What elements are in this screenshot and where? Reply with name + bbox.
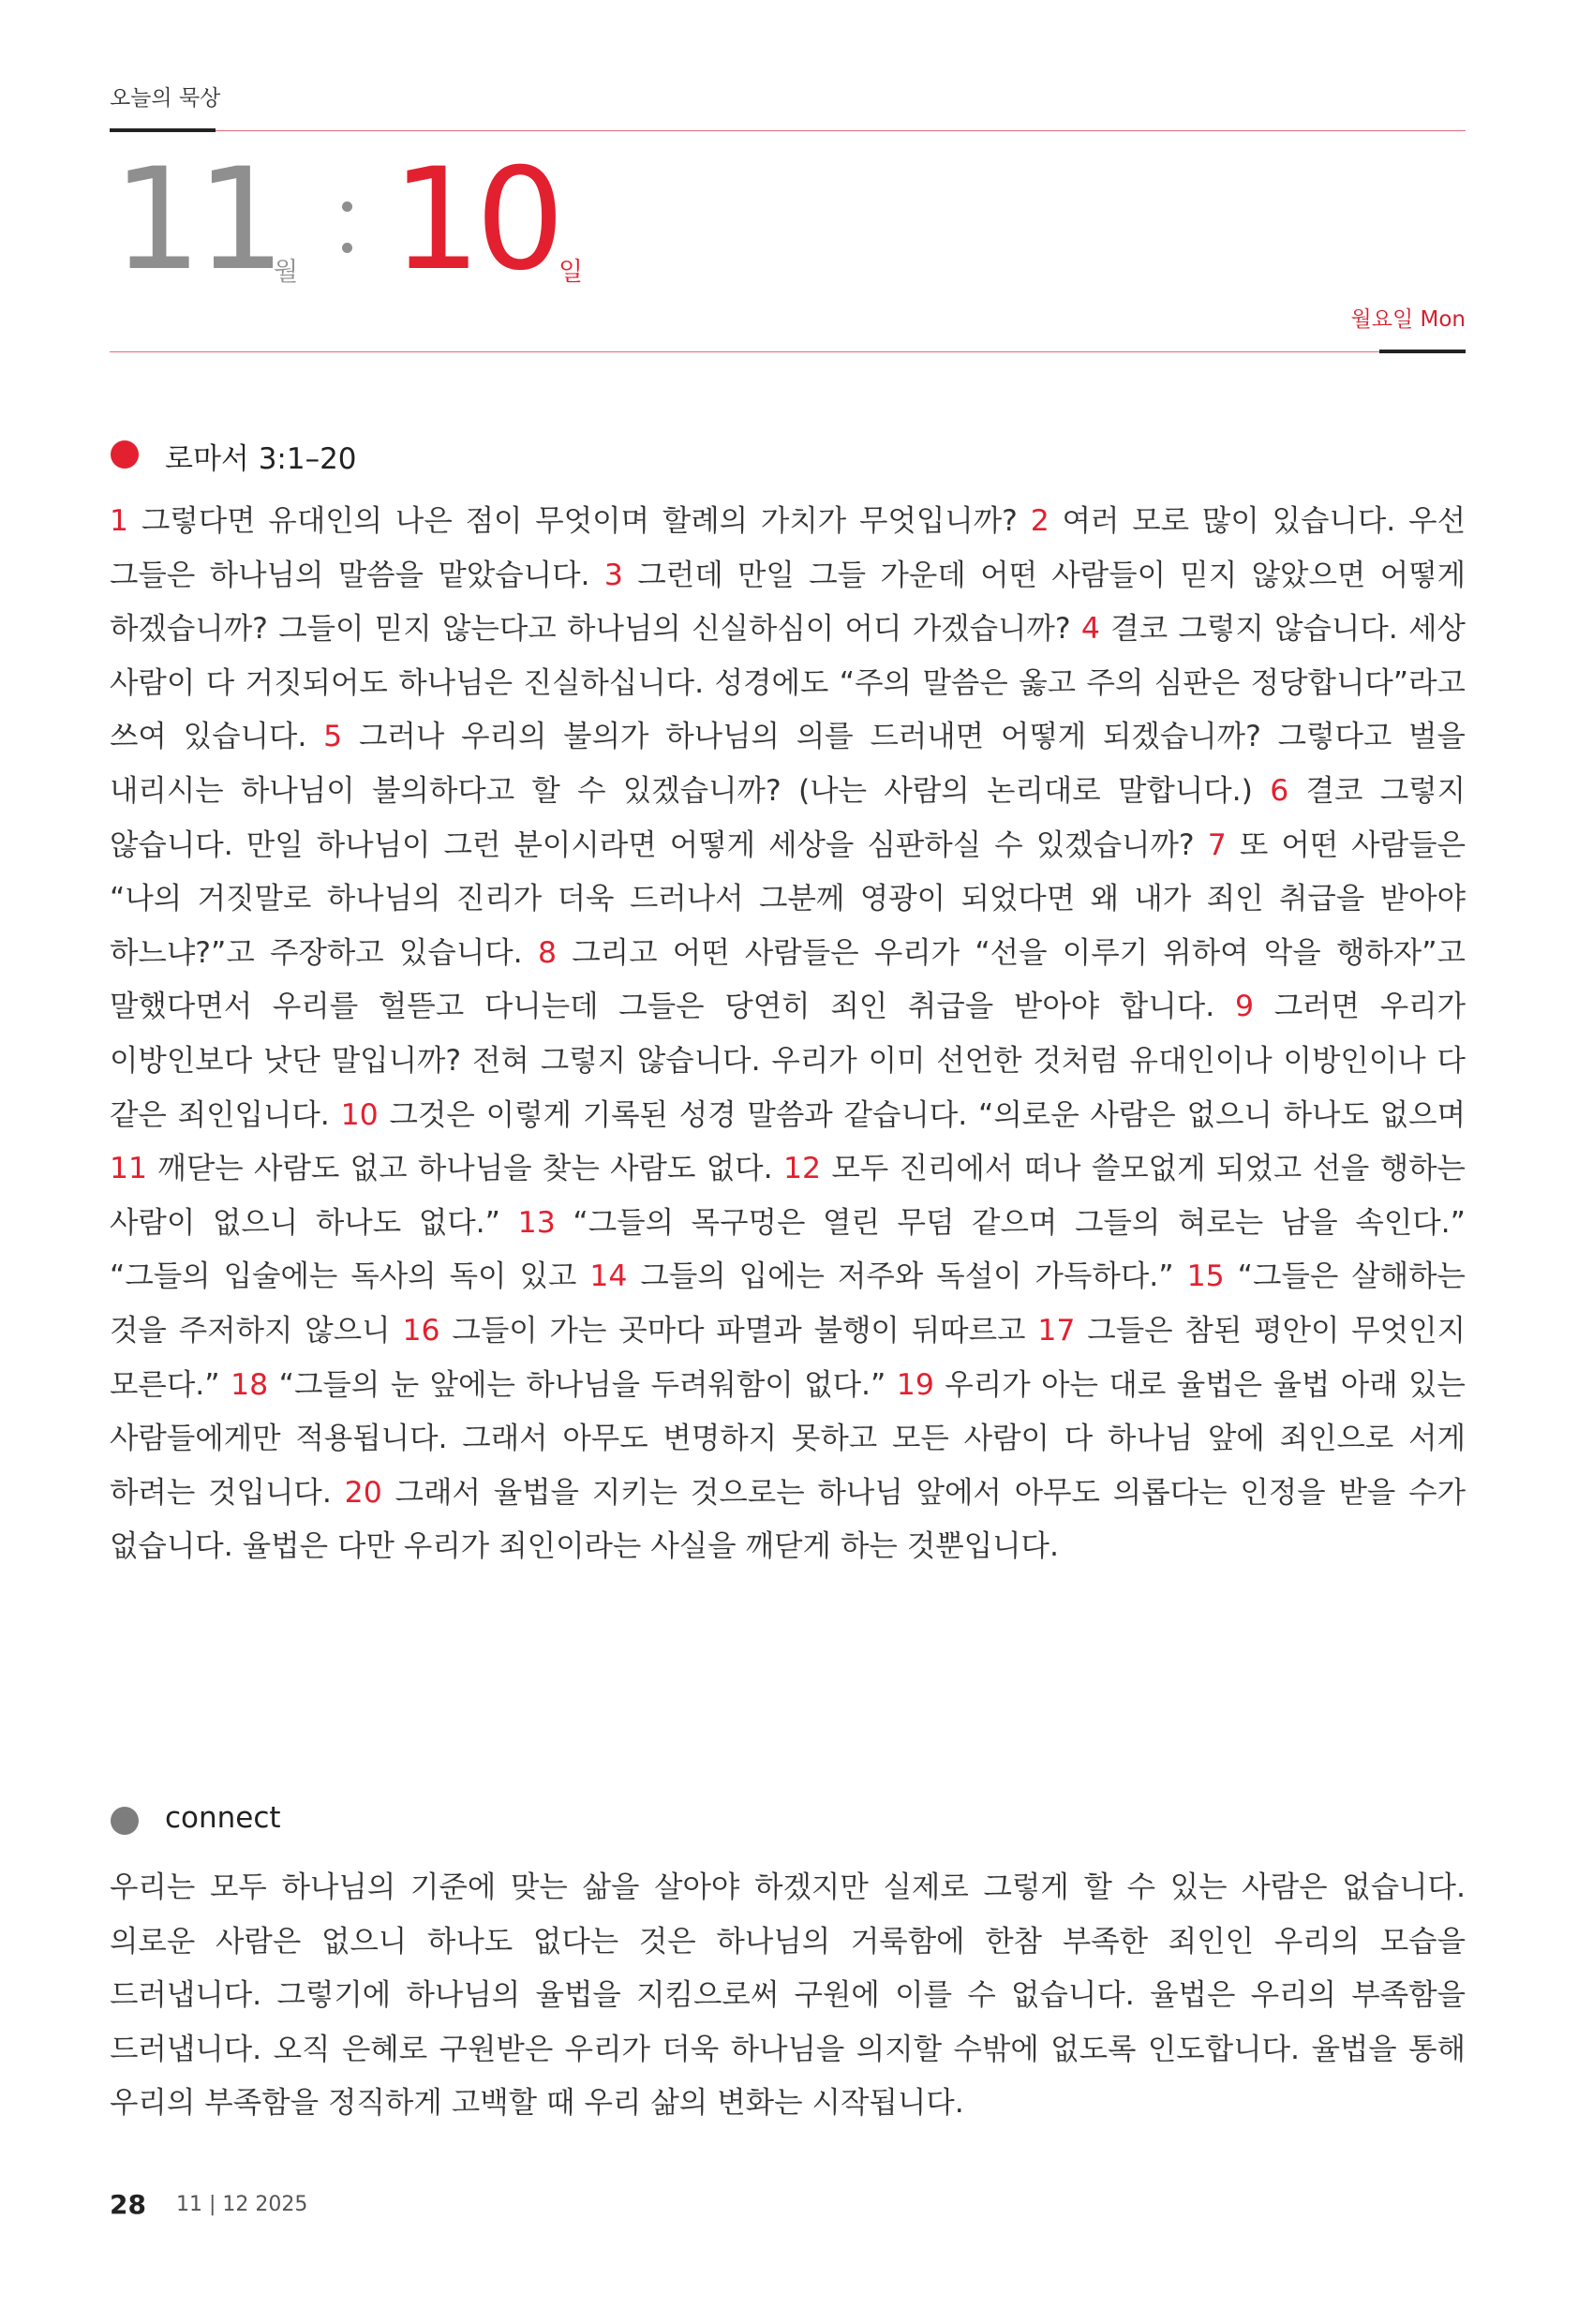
verse-text: “그들의 목구멍은 열린 무덤 같으며 그들의 혀로는 남을 속인다.” “그들의 입술에는 독사의 독이 있고 (110, 1205, 1466, 1294)
section-label: 오늘의 묵상 (110, 86, 221, 111)
verse-text: 그런데 만일 그들 가운데 어떤 사람들이 믿지 않았으면 어떻게 하겠습니까? 그들이 믿지 않는다고 하나님의 신실하심이 어디 가겠습니까? (110, 558, 1466, 647)
verse-text: “그들의 눈 앞에는 하나님을 두려워함이 없다.” (268, 1367, 897, 1402)
header-rule-bottom (110, 351, 1379, 352)
passage-bullet-icon (111, 440, 139, 469)
verse-text: 그래서 율법을 지키는 것으로는 하나님 앞에서 아무도 의롭다는 인정을 받을 수가 없습니다. 율법은 다만 우리가 죄인이라는 사실을 깨닫게 하는 것뿐입니다. (110, 1475, 1466, 1564)
verse-number: 19 (896, 1367, 934, 1402)
verse-number: 15 (1186, 1259, 1225, 1294)
verse-number: 3 (603, 558, 623, 592)
connect-heading: connect (165, 1801, 281, 1835)
verse-text: 그리고 어떤 사람들은 우리가 “선을 이루기 위하여 악을 행하자”고 말했다면서 우리를 헐뜯고 다니는데 그들은 당연히 죄인 취급을 받아야 합니다. (110, 935, 1466, 1024)
verse-text: 또 어떤 사람들은 “나의 거짓말로 하나님의 진리가 더욱 드러나서 그분께 영광이 되었다면 왜 내가 죄인 취급을 받아야 하느냐?”고 주장하고 있습니다. (110, 827, 1466, 970)
verse-number: 20 (344, 1475, 382, 1510)
verse-number: 14 (589, 1259, 628, 1294)
verse-text: 그것은 이렇게 기록된 성경 말씀과 같습니다. “의로운 사람은 없으니 하나도 없으며 (378, 1097, 1466, 1132)
verse-text: 그러나 우리의 불의가 하나님의 의를 드러내면 어떻게 되겠습니까? 그렇다고 벌을 내리시는 하나님이 불의하다고 할 수 있겠습니까? (나는 사람의 논리대로 말합니다.) (110, 720, 1466, 808)
verse-number: 12 (782, 1152, 822, 1186)
verse-number: 11 (110, 1152, 148, 1186)
verse-number: 7 (1207, 827, 1227, 862)
verse-number: 6 (1270, 773, 1289, 808)
page-number: 28 (110, 2189, 146, 2220)
date-separator-dot-bottom (342, 243, 352, 253)
scripture-text (110, 495, 1466, 1574)
issue-date: 11 | 12 2025 (176, 2193, 308, 2216)
verse-text: 모두 진리에서 떠나 쓸모없게 되었고 선을 행하는 사람이 없으니 하나도 없다.” (110, 1152, 1466, 1240)
month-unit: 월 (274, 258, 299, 287)
connect-bullet-icon (111, 1807, 139, 1835)
verse-text: 그렇다면 유대인의 나은 점이 무엇이며 할례의 가치가 무엇입니까? (128, 504, 1031, 538)
verse-text: 그들이 가는 곳마다 파멸과 불행이 뒤따르고 (439, 1313, 1038, 1348)
verse-number: 8 (537, 935, 557, 970)
section-label-underline (110, 128, 216, 132)
weekday-label: 월요일 Mon (1350, 307, 1466, 332)
verse-number: 16 (402, 1313, 440, 1348)
connect-body: 우리는 모두 하나님의 기준에 맞는 삶을 살아야 하겠지만 실제로 그렇게 할 수 있는 사람은 없습니다. 의로운 사람은 없으니 하나도 없다는 것은 하나님의 거룩함에 한참 부족한 죄인인 우리의 모습을 드러냅니다. 그렇기에 하나님의 율법을 지킴으로써 구원에 이를 수 없습니다. 율법은 우리의 부족함을 드러냅니다. 오직 은혜로 구원받은 우리가 더욱 하나님을 의지할 수밖에 없도록 인도합니다. 율법을 통해 우리의 부족함을 정직하게 고백할 때 우리 삶의 변화는 시작됩니다. (110, 1870, 1466, 2121)
verse-text: 우리가 아는 대로 율법은 율법 아래 있는 사람들에게만 적용됩니다. 그래서 아무도 변명하지 못하고 모든 사람이 다 하나님 앞에 죄인으로 서게 하려는 것입니다. (110, 1367, 1466, 1510)
verse-text: 그들은 참된 평안이 무엇인지 모른다.” (110, 1313, 1466, 1402)
verse-number: 4 (1080, 612, 1100, 647)
day-unit: 일 (558, 258, 584, 287)
verse-number: 9 (1234, 990, 1254, 1024)
verse-text: 그들의 입에는 저주와 독설이 가득하다.” (627, 1259, 1187, 1294)
weekday-underline (1379, 350, 1466, 353)
day-number: 10 (392, 139, 559, 302)
verse-text: 결코 그렇지 않습니다. 만일 하나님이 그런 분이시라면 어떻게 세상을 심판하실 수 있겠습니까? (110, 773, 1466, 862)
date-separator-dot-top (342, 201, 352, 212)
header-rule-top (216, 130, 1466, 131)
verse-text: 깨닫는 사람도 없고 하나님을 찾는 사람도 없다. (147, 1152, 783, 1186)
month-number: 11 (112, 139, 280, 302)
verse-text: 여러 모로 많이 있습니다. 우선 그들은 하나님의 말씀을 맡았습니다. (110, 504, 1466, 592)
verse-number: 17 (1037, 1313, 1076, 1348)
verse-number: 10 (340, 1097, 379, 1132)
verse-number: 5 (323, 720, 343, 754)
verse-text: 결코 그렇지 않습니다. 세상 사람이 다 거짓되어도 하나님은 진실하십니다. 성경에도 “주의 말씀은 옳고 주의 심판은 정당합니다”라고 쓰여 있습니다. (110, 612, 1466, 754)
verse-number: 1 (110, 504, 129, 538)
verse-number: 13 (517, 1205, 556, 1240)
verse-text: 그러면 우리가 이방인보다 낫단 말입니까? 전혀 그렇지 않습니다. 우리가 이미 선언한 것처럼 유대인이나 이방인이나 다 같은 죄인입니다. (110, 990, 1466, 1132)
verse-text: “그들은 살해하는 것을 주저하지 않으니 (110, 1259, 1466, 1348)
verse-number: 2 (1030, 504, 1050, 538)
verse-number: 18 (231, 1367, 269, 1402)
passage-reference: 로마서 3:1–20 (165, 442, 357, 476)
